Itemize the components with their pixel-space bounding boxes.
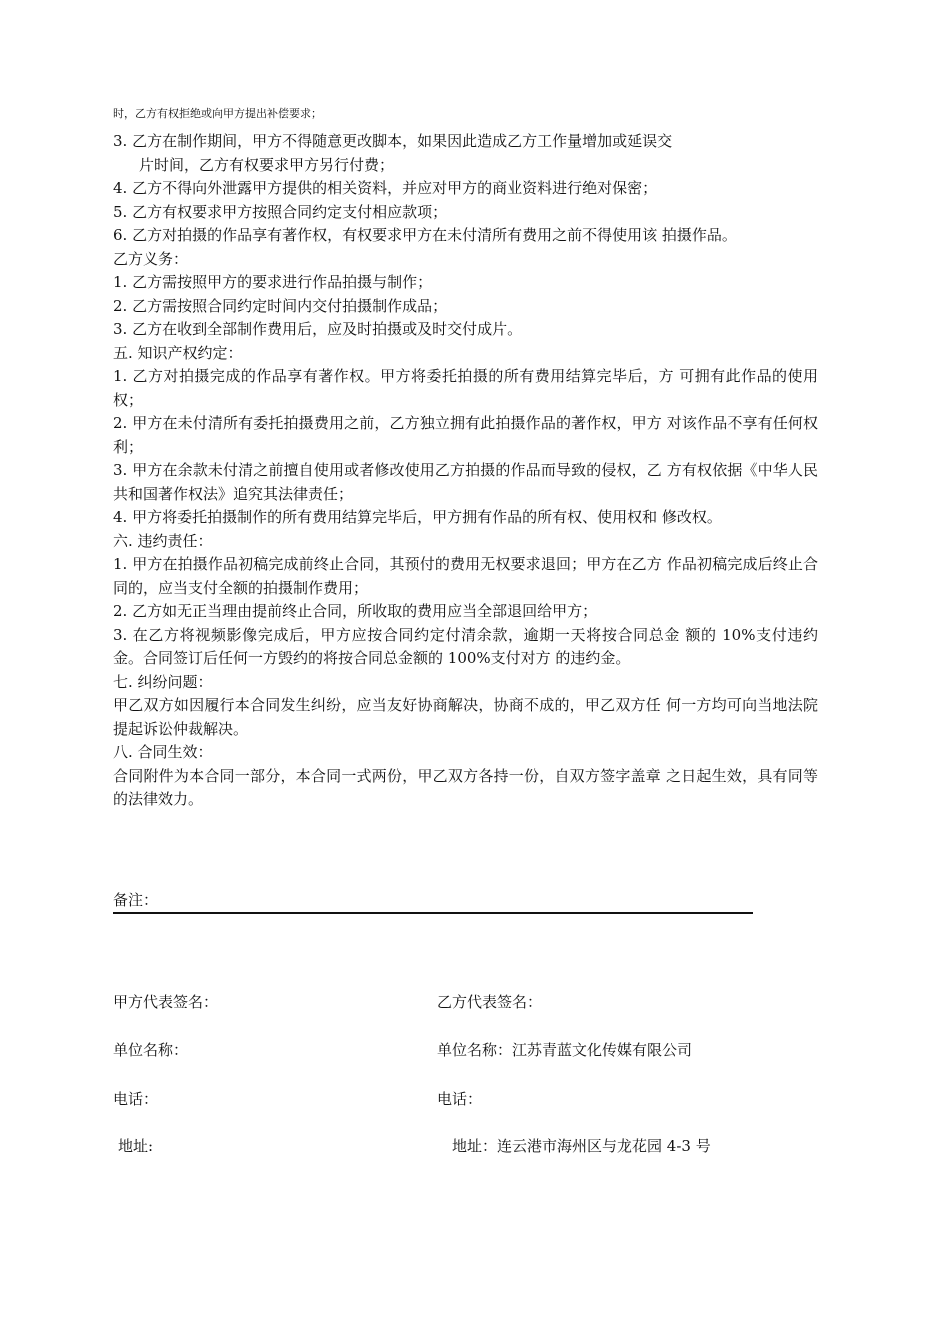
party-b-obligations-heading: 乙方义务： bbox=[113, 249, 189, 268]
party-b-unit-name: 单位名称：江苏青蓝文化传媒有限公司 bbox=[437, 1041, 693, 1059]
party-b-right-4: 4. 乙方不得向外泄露甲方提供的相关资料，并应对甲方的商业资料进行绝对保密； bbox=[113, 179, 658, 197]
party-b-right-3: 3. 乙方在制作期间，甲方不得随意更改脚本，如果因此造成乙方工作量增加或延误交 bbox=[113, 132, 673, 150]
section-8-text: 合同附件为本合同一部分，本合同一式两份，甲乙双方各持一份，自双方签字盖章 之日起生效，具有同等的法律效力。 bbox=[113, 766, 818, 808]
party-b-obligation-3: 3. 乙方在收到全部制作费用后，应及时拍摄或及时交付成片。 bbox=[113, 320, 523, 338]
section-6-heading: 六. 违约责任： bbox=[113, 531, 213, 550]
party-a-address: 地址: bbox=[118, 1137, 154, 1155]
party-b-phone: 电话： bbox=[437, 1090, 483, 1108]
section-6-item-3: 3. 在乙方将视频影像完成后，甲方应按合同约定付清余款，逾期一天将按合同总金 额的 10%支付违约金。合同签订后任何一方毁约的将按合同总金额的 100%支付对方 的违约金。 bbox=[113, 625, 818, 667]
party-a-rep-signature: 甲方代表签名： bbox=[113, 993, 219, 1011]
section-5-item-2: 2. 甲方在未付清所有委托拍摄费用之前，乙方独立拥有此拍摄作品的著作权，甲方 对该作品不享有任何权利； bbox=[113, 414, 818, 456]
party-b-right-3-cont: 片时间，乙方有权要求甲方另行付费； bbox=[139, 155, 395, 174]
section-7-heading: 七. 纠纷问题： bbox=[113, 672, 213, 691]
section-8-heading: 八. 合同生效： bbox=[113, 743, 213, 761]
party-b-address: 地址：连云港市海州区与龙花园 4-3 号 bbox=[452, 1137, 711, 1155]
party-b-right-5: 5. 乙方有权要求甲方按照合同约定支付相应款项； bbox=[113, 202, 448, 221]
section-5-item-1: 1. 乙方对拍摄完成的作品享有著作权。甲方将委托拍摄的所有费用结算完毕后，方 可拥有此作品的使用权； bbox=[113, 367, 818, 409]
section-7-text: 甲乙双方如因履行本合同发生纠纷，应当友好协商解决，协商不成的，甲乙双方任 何一方均可向当地法院提起诉讼仲裁解决。 bbox=[113, 696, 818, 738]
party-a-phone: 电话： bbox=[113, 1090, 159, 1108]
contract-body bbox=[113, 104, 818, 812]
party-a-unit-name: 单位名称： bbox=[113, 1041, 189, 1059]
party-b-right-6: 6. 乙方对拍摄的作品享有著作权，有权要求甲方在未付清所有费用之前不得使用该 拍摄作品。 bbox=[113, 226, 737, 244]
remarks-line bbox=[113, 888, 753, 914]
section-6-item-2: 2. 乙方如无正当理由提前终止合同，所收取的费用应当全部退回给甲方； bbox=[113, 602, 598, 620]
remarks-label: 备注： bbox=[113, 891, 159, 909]
top-fragment: 时，乙方有权拒绝或向甲方提出补偿要求； bbox=[113, 107, 322, 120]
party-b-obligation-2: 2. 乙方需按照合同约定时间内交付拍摄制作成品； bbox=[113, 296, 448, 315]
party-b-obligation-1: 1. 乙方需按照甲方的要求进行作品拍摄与制作； bbox=[113, 273, 433, 291]
section-5-item-4: 4. 甲方将委托拍摄制作的所有费用结算完毕后，甲方拥有作品的所有权、使用权和 修改权。 bbox=[113, 508, 722, 526]
section-6-item-1: 1. 甲方在拍摄作品初稿完成前终止合同，其预付的费用无权要求退回；甲方在乙方 作品初稿完成后终止合同的，应当支付全额的拍摄制作费用； bbox=[113, 555, 818, 597]
section-5-item-3: 3. 甲方在余款未付清之前擅自使用或者修改使用乙方拍摄的作品而导致的侵权，乙 方有权依据《中华人民共和国著作权法》追究其法律责任； bbox=[113, 461, 818, 503]
section-5-heading: 五. 知识产权约定： bbox=[113, 343, 243, 362]
party-b-rep-signature: 乙方代表签名： bbox=[437, 993, 543, 1011]
